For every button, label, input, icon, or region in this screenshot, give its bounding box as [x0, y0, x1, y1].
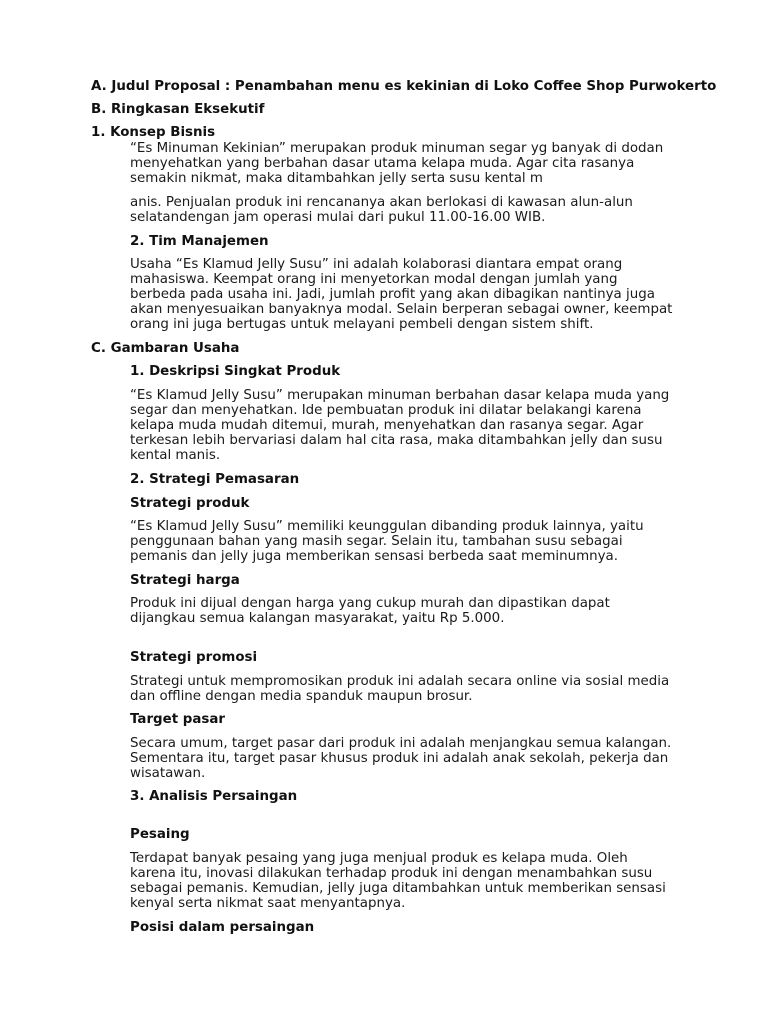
paragraph-line: Strategi untuk mempromosikan produk ini adalah secara online via sosial media: [130, 674, 670, 689]
paragraph-line: kenyal serta nikmat saat menyantapnya.: [130, 896, 406, 911]
paragraph-line: “Es Minuman Kekinian” merupakan produk minuman segar yg banyak di dodan: [130, 141, 664, 156]
target-pasar-heading: Target pasar: [130, 712, 226, 727]
pesaing-heading: Pesaing: [130, 827, 190, 842]
paragraph-line: Secara umum, target pasar dari produk ini adalah menjangkau semua kalangan.: [130, 736, 672, 751]
paragraph-line: dijangkau semua kalangan masyarakat, yaitu Rp 5.000.: [130, 611, 505, 626]
posisi-persaingan-heading: Posisi dalam persaingan: [130, 920, 315, 935]
paragraph-line: kental manis.: [130, 448, 221, 463]
section-b-heading: B. Ringkasan Eksekutif: [91, 102, 265, 117]
paragraph-line: segar dan menyehatkan. Ide pembuatan produk ini dilatar belakangi karena: [130, 403, 642, 418]
paragraph-line: selatandengan jam operasi mulai dari pukul 11.00-16.00 WIB.: [130, 210, 546, 225]
paragraph-line: berbeda pada usaha ini. Jadi, jumlah profit yang akan dibagikan nantinya juga: [130, 287, 655, 302]
paragraph-line: semakin nikmat, maka ditambahkan jelly serta susu kental m: [130, 171, 543, 186]
paragraph-line: Sementara itu, target pasar khusus produk ini adalah anak sekolah, pekerja dan: [130, 751, 669, 766]
paragraph-line: Usaha “Es Klamud Jelly Susu” ini adalah kolaborasi diantara empat orang: [130, 257, 623, 272]
paragraph-line: menyehatkan yang berbahan dasar utama kelapa muda. Agar cita rasanya: [130, 156, 635, 171]
paragraph-line: wisatawan.: [130, 766, 206, 781]
strategi-pemasaran-heading: 2. Strategi Pemasaran: [130, 472, 300, 487]
paragraph-line: anis. Penjualan produk ini rencananya akan berlokasi di kawasan alun-alun: [130, 195, 633, 210]
konsep-bisnis-heading: 1. Konsep Bisnis: [91, 125, 216, 140]
analisis-persaingan-heading: 3. Analisis Persaingan: [130, 789, 298, 804]
tim-manajemen-heading: 2. Tim Manajemen: [130, 234, 269, 249]
paragraph-line: karena itu, inovasi dilakukan terhadap produk ini dengan menambahkan susu: [130, 866, 653, 881]
strategi-produk-heading: Strategi produk: [130, 496, 250, 511]
paragraph-line: terkesan lebih bervariasi dalam hal cita rasa, maka ditambahkan jelly dan susu: [130, 433, 663, 448]
proposal-title: A. Judul Proposal : Penambahan menu es kekinian di Loko Coffee Shop Purwokerto: [91, 79, 717, 94]
paragraph-line: Terdapat banyak pesaing yang juga menjual produk es kelapa muda. Oleh: [130, 851, 628, 866]
paragraph-line: sebagai pemanis. Kemudian, jelly juga ditambahkan untuk memberikan sensasi: [130, 881, 666, 896]
paragraph-line: “Es Klamud Jelly Susu” merupakan minuman berbahan dasar kelapa muda yang: [130, 388, 670, 403]
paragraph-line: orang ini juga bertugas untuk melayani pembeli dengan sistem shift.: [130, 317, 594, 332]
deskripsi-heading: 1. Deskripsi Singkat Produk: [130, 364, 341, 379]
paragraph-line: mahasiswa. Keempat orang ini menyetorkan modal dengan jumlah yang: [130, 272, 618, 287]
section-c-heading: C. Gambaran Usaha: [91, 341, 240, 356]
paragraph-line: “Es Klamud Jelly Susu” memiliki keunggulan dibanding produk lainnya, yaitu: [130, 519, 644, 534]
paragraph-line: pemanis dan jelly juga memberikan sensasi berbeda saat meminumnya.: [130, 549, 618, 564]
paragraph-line: Produk ini dijual dengan harga yang cukup murah dan dipastikan dapat: [130, 596, 610, 611]
strategi-harga-heading: Strategi harga: [130, 573, 240, 588]
paragraph-line: dan offline dengan media spanduk maupun brosur.: [130, 689, 473, 704]
paragraph-line: akan menyesuaikan banyaknya modal. Selain berperan sebagai owner, keempat: [130, 302, 673, 317]
paragraph-line: penggunaan bahan yang masih segar. Selain itu, tambahan susu sebagai: [130, 534, 623, 549]
paragraph-line: kelapa muda mudah ditemui, murah, menyehatkan dan rasanya segar. Agar: [130, 418, 644, 433]
strategi-promosi-heading: Strategi promosi: [130, 650, 258, 665]
